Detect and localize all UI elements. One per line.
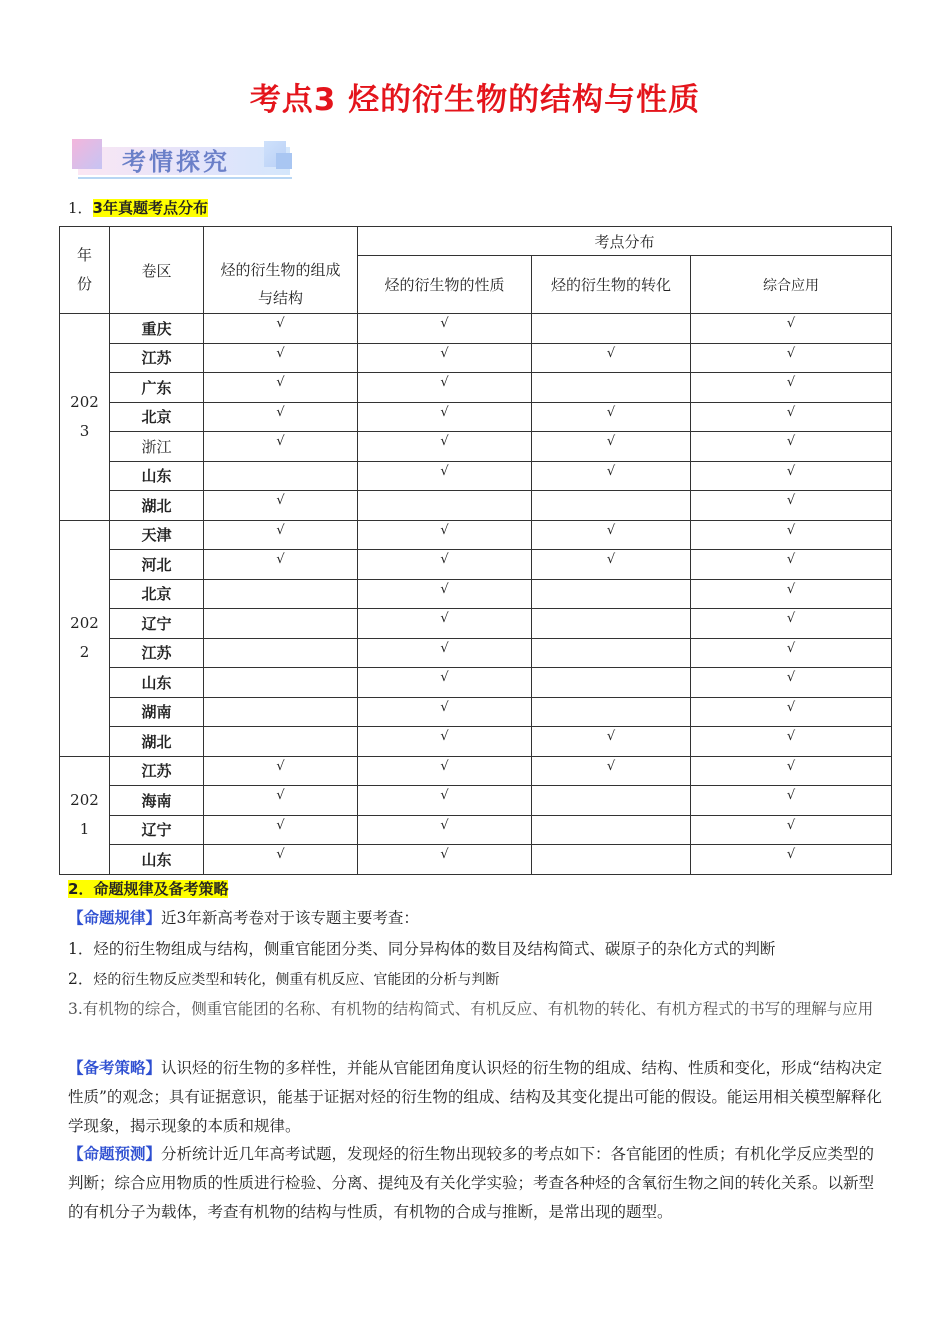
table-row <box>60 786 892 816</box>
region-cell: 河北 <box>110 550 204 580</box>
strategy-text: 认识烃的衍生物的多样性，并能从官能团角度认识烃的衍生物的组成、结构、性质和变化，形成“结构决定性质”的观念；具有证据意识，能基于证据对烃的衍生物的组成、结构及其变化提出可能的假设。能运用相关模型解释化学现象，揭示现象的本质和规律。 <box>68 1059 882 1135</box>
check-cell: √ <box>691 697 892 727</box>
check-cell: √ <box>532 402 691 432</box>
section-2-heading <box>68 878 228 899</box>
header-group: 考点分布 <box>358 227 892 256</box>
check-cell <box>532 786 691 816</box>
header-col-4: 综合应用 <box>691 256 892 314</box>
region-cell: 山东 <box>110 845 204 875</box>
section-2-label: ．命题规律及备考策略 <box>78 880 229 898</box>
item-3: 3.有机物的综合，侧重官能团的名称、有机物的结构简式、有机反应、有机物的转化、有机方程式的书写的理解与应用 <box>68 1000 874 1018</box>
table-row <box>60 697 892 727</box>
prediction-paragraph <box>68 1140 888 1227</box>
check-cell <box>204 609 358 639</box>
region-cell: 湖北 <box>110 491 204 521</box>
table-row <box>60 402 892 432</box>
region-cell: 辽宁 <box>110 609 204 639</box>
region-cell: 北京 <box>110 579 204 609</box>
region-cell: 江苏 <box>110 638 204 668</box>
check-cell: √ <box>358 550 532 580</box>
table-row <box>60 432 892 462</box>
check-cell: √ <box>691 668 892 698</box>
table-row <box>60 373 892 403</box>
check-cell: √ <box>358 402 532 432</box>
check-cell: √ <box>691 432 892 462</box>
region-cell: 辽宁 <box>110 815 204 845</box>
check-cell <box>532 845 691 875</box>
region-cell: 山东 <box>110 668 204 698</box>
page-title: 考点3 烃的衍生物的结构与性质 <box>249 82 701 118</box>
check-cell: √ <box>691 727 892 757</box>
check-cell <box>532 668 691 698</box>
check-cell: √ <box>358 432 532 462</box>
check-cell: √ <box>532 461 691 491</box>
region-cell: 江苏 <box>110 343 204 373</box>
check-cell <box>532 638 691 668</box>
table-row <box>60 668 892 698</box>
check-cell <box>204 697 358 727</box>
check-cell: √ <box>691 756 892 786</box>
check-cell: √ <box>358 609 532 639</box>
check-cell: √ <box>358 756 532 786</box>
year-cell: 202 1 <box>60 756 110 874</box>
check-cell: √ <box>691 579 892 609</box>
check-cell: √ <box>691 314 892 344</box>
header-col-2: 烃的衍生物的性质 <box>358 256 532 314</box>
check-cell: √ <box>691 343 892 373</box>
item-2-text: 烃的衍生物反应类型和转化，侧重有机反应、官能团的分析与判断 <box>93 972 500 988</box>
check-cell: √ <box>691 373 892 403</box>
header-col-3: 烃的衍生物的转化 <box>532 256 691 314</box>
check-cell: √ <box>358 520 532 550</box>
check-cell <box>532 609 691 639</box>
check-cell: √ <box>358 373 532 403</box>
header-year: 年 份 <box>60 227 110 314</box>
check-cell: √ <box>358 697 532 727</box>
check-cell: √ <box>691 461 892 491</box>
check-cell: √ <box>204 373 358 403</box>
check-cell: √ <box>691 402 892 432</box>
table-row <box>60 845 892 875</box>
check-cell: √ <box>204 343 358 373</box>
table-row <box>60 727 892 757</box>
table-row <box>60 609 892 639</box>
check-cell: √ <box>691 491 892 521</box>
check-cell: √ <box>204 520 358 550</box>
check-cell: √ <box>204 314 358 344</box>
check-cell: √ <box>358 727 532 757</box>
strategy-paragraph <box>68 1054 888 1141</box>
check-cell: √ <box>358 461 532 491</box>
check-cell: √ <box>691 638 892 668</box>
table-row <box>60 520 892 550</box>
check-cell <box>532 815 691 845</box>
item-1: 1．烃的衍生物组成与结构，侧重官能团分类、同分异构体的数目及结构简式、碳原子的杂化方式的判断 <box>68 940 776 958</box>
check-cell: √ <box>358 638 532 668</box>
check-cell <box>204 461 358 491</box>
table-row <box>60 815 892 845</box>
header-blank <box>204 227 358 256</box>
table-row <box>60 638 892 668</box>
banner-text: 考情探究 <box>122 148 230 176</box>
check-cell: √ <box>358 343 532 373</box>
check-cell <box>532 579 691 609</box>
check-cell: √ <box>204 845 358 875</box>
prediction-tag: 【命题预测】 <box>68 1145 162 1163</box>
check-cell: √ <box>204 402 358 432</box>
check-cell <box>532 491 691 521</box>
region-cell: 重庆 <box>110 314 204 344</box>
check-cell <box>358 491 532 521</box>
rule-paragraph <box>68 904 888 933</box>
region-cell: 湖北 <box>110 727 204 757</box>
region-cell: 山东 <box>110 461 204 491</box>
banner-square-right-small <box>276 153 292 169</box>
check-cell <box>204 668 358 698</box>
section-1-label: 3年真题考点分布 <box>92 199 208 217</box>
region-cell: 江苏 <box>110 756 204 786</box>
check-cell: √ <box>532 550 691 580</box>
check-cell: √ <box>358 815 532 845</box>
rule-text: 近3年新高考卷对于该专题主要考查： <box>161 909 419 927</box>
check-cell: √ <box>204 756 358 786</box>
check-cell: √ <box>204 550 358 580</box>
section-1-number: 1． <box>68 199 93 217</box>
check-cell <box>204 579 358 609</box>
region-cell: 浙江 <box>110 432 204 462</box>
check-cell <box>204 638 358 668</box>
check-cell: √ <box>358 668 532 698</box>
check-cell: √ <box>204 432 358 462</box>
check-cell <box>532 373 691 403</box>
table-row <box>60 579 892 609</box>
year-cell: 202 3 <box>60 314 110 521</box>
section-1-heading <box>68 197 208 218</box>
check-cell: √ <box>532 432 691 462</box>
check-cell: √ <box>691 815 892 845</box>
strategy-tag: 【备考策略】 <box>68 1059 162 1077</box>
rule-tag: 【命题规律】 <box>68 909 162 927</box>
section-2-number: 2 <box>68 880 79 898</box>
check-cell <box>532 314 691 344</box>
check-cell: √ <box>691 786 892 816</box>
table-row <box>60 461 892 491</box>
region-cell: 天津 <box>110 520 204 550</box>
table-row <box>60 314 892 344</box>
table-header-row-1 <box>60 227 892 256</box>
distribution-table <box>59 226 892 875</box>
check-cell: √ <box>358 314 532 344</box>
year-cell: 202 2 <box>60 520 110 756</box>
header-col-1: 烃的衍生物的组成 与结构 <box>204 256 358 314</box>
region-cell: 广东 <box>110 373 204 403</box>
check-cell: √ <box>532 727 691 757</box>
item-2-prefix: 2． <box>68 970 94 988</box>
check-cell: √ <box>358 579 532 609</box>
check-cell: √ <box>691 609 892 639</box>
header-region: 卷区 <box>110 227 204 314</box>
item-2 <box>68 965 888 995</box>
banner-square-left <box>72 139 102 169</box>
table-row <box>60 550 892 580</box>
check-cell: √ <box>532 343 691 373</box>
check-cell <box>532 697 691 727</box>
check-cell: √ <box>532 756 691 786</box>
check-cell: √ <box>691 550 892 580</box>
check-cell: √ <box>358 845 532 875</box>
check-cell <box>204 727 358 757</box>
region-cell: 海南 <box>110 786 204 816</box>
check-cell: √ <box>691 520 892 550</box>
region-cell: 湖南 <box>110 697 204 727</box>
section-banner <box>72 137 294 181</box>
check-cell: √ <box>532 520 691 550</box>
check-cell: √ <box>691 845 892 875</box>
check-cell: √ <box>358 786 532 816</box>
check-cell: √ <box>204 815 358 845</box>
prediction-text: 分析统计近几年高考试题，发现烃的衍生物出现较多的考点如下：各官能团的性质；有机化学反应类型的判断；综合应用物质的性质进行检验、分离、提纯及有关化学实验；考查各种烃的含氧衍生物之间的转化关系。以新型的有机分子为载体，考查有机物的结构与性质，有机物的合成与推断，是常出现的题型。 <box>68 1145 875 1221</box>
check-cell: √ <box>204 786 358 816</box>
table-row <box>60 756 892 786</box>
check-cell: √ <box>204 491 358 521</box>
region-cell: 北京 <box>110 402 204 432</box>
table-row <box>60 343 892 373</box>
table-row <box>60 491 892 521</box>
banner-underline <box>78 177 292 179</box>
